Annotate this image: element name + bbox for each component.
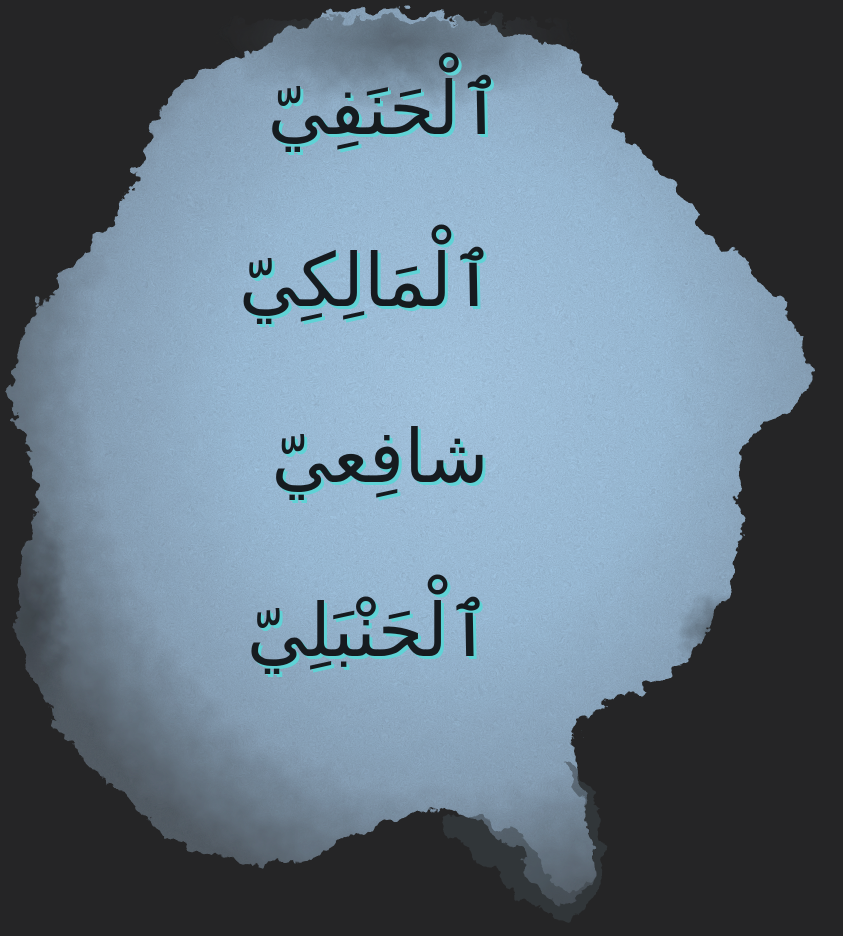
- word-shafii: شافِعيّ: [271, 414, 489, 500]
- word-hanbali: ٱلْحَنْبَلِيّ: [246, 588, 492, 674]
- word-maliki: ٱلْمَالِكِيّ: [238, 238, 496, 324]
- word-hanafi: ٱلْحَنَفِيّ: [267, 66, 503, 152]
